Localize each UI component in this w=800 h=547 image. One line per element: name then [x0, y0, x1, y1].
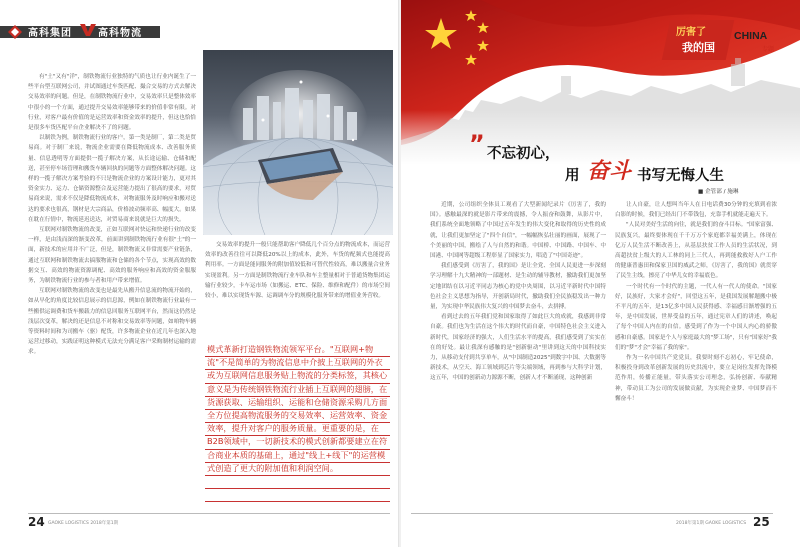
tech-earth-illustration: [203, 50, 393, 235]
quote-underline: [205, 488, 390, 489]
paragraph: 以制铁为例，制铁物流行业的客户，第一类是制厂，第二类是贸易商。对于制厂来说，物流企业需要在降低物流成本、改善服务质量、信息透明等方面提供一揽子解决方案，从长途运输、仓储和配送，甚至停车场管理和搬货车辆回执的问题等方面整体解决问题。这样的一揽子解决方案考验的不只是物流企业的方案设计能力，更对其资金实力、运力、仓储资源整合及运营能力提出了很高的要求，对贸易商来说，需求不仅是降低物流成本，对物流服务及时响应和搬对送达的要求也很高，钢材是大宗商品，价格波动频率高、幅度大。如果在耽在行情中，物流延迟送达，对贸易商来说就是巨大的损失。: [28, 135, 196, 223]
quote-mark-icon: ”: [469, 130, 485, 158]
column-tag-line1: 厉害了: [676, 27, 706, 38]
quote-underline: [205, 449, 390, 450]
page-number: 25: [753, 515, 770, 529]
page-number: 24: [28, 515, 45, 529]
left-page: [0, 0, 399, 547]
quote-underline: [205, 475, 390, 476]
paragraph: 交易效率的提升一般只能帮助客户降低几个百分点的物流成本，而运营效率的改善往往可以降低20%以上的成本，此外，车货的配频式也能提高利用率。一方面是能同服务的附加值较低和可替代性较高，难以搬量合业务实现盈利。另一方面是制铁物流行业车队和车主整量相对于普通货物集团运输行业较少，卡车运市场（如搬运、ETC、保险、维修和配件）的市场空间较小，难以实现货车源、运调调车分的规模化服务带来的增值业务营收。: [205, 242, 390, 300]
paragraph: 有"土"又有"洋"，制铁物流行业独特的气质也让行业内诞生了一些平台型互联网公司，并试图通过车货匹配、撮合交易的方式去解决交易效率的问题。但是，在制铁物流行业中，交易效率只是整体效率中很小的一个方面，通过提升交易效率能够带来的价值非常有限。对行业，对客户最有价值的是运营效率和资金效率的提升，但这也恰恰是很多车货匹配平台企业解决不了的问题。: [28, 74, 196, 132]
byline: ■ 企管部 / 施琳: [698, 189, 739, 195]
left-column-2: [205, 240, 390, 330]
quote-underline: [205, 462, 390, 463]
quote-underline: [205, 356, 390, 357]
paragraph: 近期，公司组织全体员工观看了大型新闻纪录片《厉害了，我的国》。感触最深的就是影片带来的震撼，令人振奋和鼓舞，从影片中，我们系统全面地领略了中国过五年发生的伟大变化和取得的历史性的成就，让我们更加坚定了"四个自信"，一幅幅恢弘壮丽的画面，展现了一个美丽的中国，搬绘了人与自然的和谐。中国桥、中国路、中国车、中国港、中国网等超级工程彰显了国家实力，唱造了"中国奇迹"。: [430, 202, 606, 260]
logo-logistics-name: 高科物流: [98, 28, 142, 39]
title-line-1: 不忘初心，: [487, 146, 560, 162]
right-column-1: [430, 200, 606, 510]
gaoke-group-logo-icon: [6, 22, 24, 40]
paragraph: 让人自豪，让人想叫当年人在日电话费30分钟的充填到看浓白影的时候，我们已经出门不带钱包，充靠手机就能走遍天下。: [615, 202, 777, 219]
column-label: 专题: [762, 46, 775, 53]
footer-label: GAOKE LOGISTICS 2018年第1期: [48, 521, 119, 526]
quote-underline: [205, 409, 390, 410]
quote-underline: [205, 396, 390, 397]
paragraph: 互联网对制铁物流的改变也是最先从搬升信息流的物流开始的，如从早化的角度比较信息展示的信息源，例如在制铁物流行业最有一些搬供运调费和货车搬载力的信息回服务互联网平台，然而这仍然是浅层次变革，解决的还是信息不对称和交易效率等问题，如咱物车辆等资料时间和为司搬车（驱）配货，许多物流企业在近几年也深入地运营过移动，实践证明这种模式无法充分满足客户采购制材运输的需求。: [28, 288, 196, 356]
paragraph: 作为一名中国共产党党员，我要时刻不忘初心，牢记使命，积极投身到改革创新发展的历史洪流中，要立足岗位发挥先锋模范作用，传播正能量，带头落实公司理念，弘扬创新、奉献精神，带动员工为公司的发展做贡献，为实现企业梦、中国梦而不懈奋斗！: [615, 355, 777, 402]
right-column-2: [615, 200, 777, 510]
tech-earth-photo: [203, 50, 393, 235]
title-line-2-post: 书写无悔人生: [637, 168, 724, 184]
quote-underline: [205, 383, 390, 384]
paragraph: 看到过去的五年我们党和国家取得了如此巨大的成就，我感到非常自豪。我们也为生活在这个伟大的时代而自豪，中国特色社会主义进入新时代，国家经济的强大，人们生活水平的提高，我们感受到了实实在在的好处。最让我深有感触的是"创新驱动"里讲到这天的中国科技实力，从移动支付到共享单车，从"中国制造2025"到数字中国、大数据等新技术，从空天、海工领域到芯片等尖端领域，再到参与大科学计划，这五年，中国的创新动力源源不断，创新人才不断涌现，这种创新: [430, 314, 606, 382]
paragraph: 我们感受到《厉害了，我的国》是让全党、全国人民更进一步深刻学习理解十九大精神的一部题材、是生动的辅导教材，撤助我们更加坚定地团结在以习近平同志为核心的党中央周围，以习近平新时代中国特色社会主义思想为指导，开创新局时代，撤助我们全民族稳发出一种力量，为实现中华民族伟大复兴的中国梦去奋斗，去拼搏。: [430, 263, 606, 311]
column-en: CHINA: [734, 30, 768, 42]
column-badge: [666, 20, 786, 60]
pull-quote: [205, 340, 390, 500]
right-page: [401, 0, 800, 547]
footer-rule: [411, 513, 773, 514]
paragraph: "人民对美好生活的向往，就是我们的奋斗目标。"国家富强、民族复兴，最终要体现在千千万万个家庭都幸福美满上，体现在亿万人民生活不断改善上，从基层扶贫工作人员的生活状况，到高超扶贫上级大的人工林的同上三代人，再到能救救好人户工作的健康普惠田和保家卫国的威武之师，《厉害了，我的国》就贯穿了民生主线，擦亮了中华儿女的幸福底色。: [615, 222, 777, 280]
quote-underline: [205, 435, 390, 436]
title-emphasis: 奋斗: [587, 159, 632, 184]
footer-rule: [28, 513, 390, 514]
column-tag-line2: 我的国: [682, 41, 715, 54]
quote-underline: [205, 501, 390, 502]
title-line-2-pre: 用: [565, 168, 580, 184]
paragraph: 互联网对制铁物流的改变，正如互联网对快运和快递行业的改变一样，是由浅而深的渐变改革，前面讲到制铁物流行业有很"土"的一面，新技术的应用并不广泛，但是，制铁物流又非常需要产业链条，通过互联网和制铁物流去搞服物流和仓储的各个节点，实现高效的数据交互、高效的物流资源调配、高效的服务响应和高效的资金服服务，为制铁物流行业的参与者和用户带来增值。: [28, 227, 196, 285]
gaoke-logistics-logo-icon: [80, 24, 96, 36]
quote-underline: [205, 369, 390, 370]
article-title: [469, 130, 737, 186]
logo-bar: [0, 0, 399, 42]
left-column-1: [28, 72, 196, 512]
pull-quote-text: 模式革新打造钢铁物流领军平台。"互联网+物流"不是简单的为物流信息中介披上互联网的外衣或为互联网信息服务贴上物流的分类标签，其核心意义是为传统钢铁物流行业插上互联网的翅膀，在货源获取、运输组织、运能和仓储资源采购几方面全方位提高物流服务的交易效率、运营效率、资金效率，提升对客户的服务质量。更重要的是，在B2B领域中，一切新技术的模式创新都要建立在符合商业本质的基础上，通过"线上+线下"的运营模式创造了更大的附加值和利润空间。: [207, 344, 388, 473]
logo-group-name: 高科集团: [28, 28, 72, 39]
quote-underline: [205, 422, 390, 423]
paragraph: 一个时代有一个时代的主题，一代人有一代人的使命。"国家好，民族好，大家才会好"，回望这五年，是我国发展解题搬中极不平凡的五年，是13亿多中国人民获得感、幸福感日渐增强的五年，是中国发展，世界受益的五年，通过宪章人们的讲述，唤起了每个中国人内在的自信。感受到了作为一个中国人内心的骄傲感和自豪感。国家是个人与家庭最大的"梦工场"，只有"国家好"我们的"梦"才会"幸福了我的家"。: [615, 283, 777, 351]
footer-label: 2018年第1期 GAOKE LOGISTICS: [676, 521, 747, 526]
